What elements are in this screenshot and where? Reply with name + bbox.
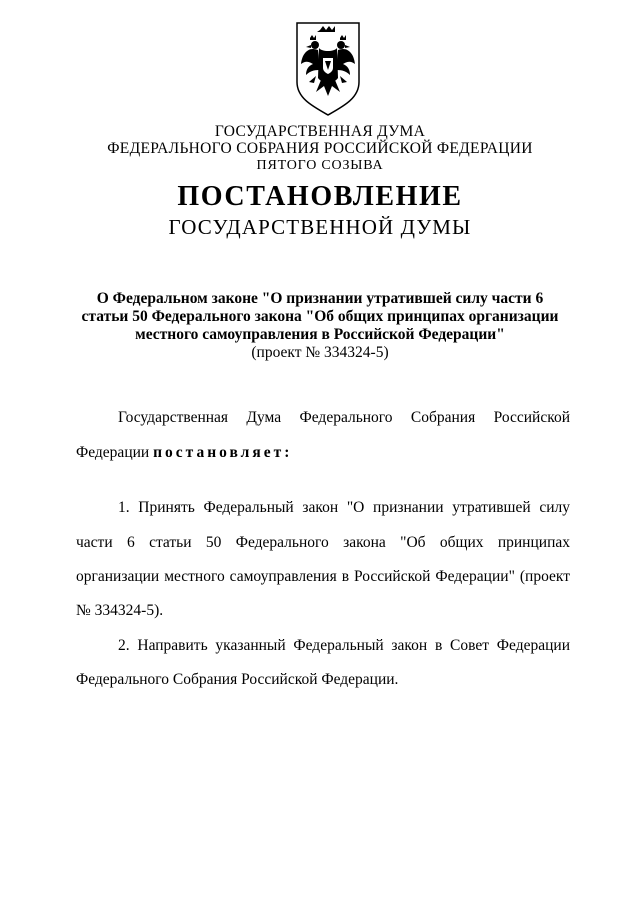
intro-line-1: Государственная Дума Федерального Собрания Российской: [118, 409, 570, 426]
item-2-line-2: Федерального Собрания Российской Федерации.: [76, 671, 399, 688]
document-subtitle: ГОСУДАРСТВЕННОЙ ДУМЫ: [168, 215, 472, 239]
item-2-line-1: 2. Направить указанный Федеральный закон в Совет Федерации: [118, 637, 570, 654]
item-1-line-3: организации местного самоуправления в Российской Федерации" (проект: [76, 568, 570, 585]
subject-line-3: местного самоуправления в Российской Федерации": [135, 326, 505, 343]
intro-line-2-start: Федерации: [76, 444, 150, 461]
org-line-2: ФЕДЕРАЛЬНОГО СОБРАНИЯ РОССИЙСКОЙ ФЕДЕРАЦИИ: [107, 140, 533, 157]
subject-line-1: О Федеральном законе "О признании утратившей силу части 6: [96, 290, 544, 307]
decree-word: постановляет:: [153, 444, 293, 461]
org-line-1: ГОСУДАРСТВЕННАЯ ДУМА: [214, 123, 426, 140]
org-line-3: ПЯТОГО СОЗЫВА: [256, 158, 384, 173]
coat-of-arms-icon: [294, 20, 362, 118]
project-number: (проект № 334324-5): [251, 344, 389, 361]
document-title: ПОСТАНОВЛЕНИЕ: [177, 181, 463, 212]
item-1-line-2: части 6 статьи 50 Федерального закона "Об общих принципах: [76, 534, 570, 551]
item-1-line-4: № 334324-5).: [76, 602, 164, 619]
intro-line-2: [76, 443, 570, 463]
subject-line-2: статьи 50 Федерального закона "Об общих принципах организации: [81, 308, 559, 325]
item-1-line-1: 1. Принять Федеральный закон "О признании утратившей силу: [118, 499, 570, 516]
